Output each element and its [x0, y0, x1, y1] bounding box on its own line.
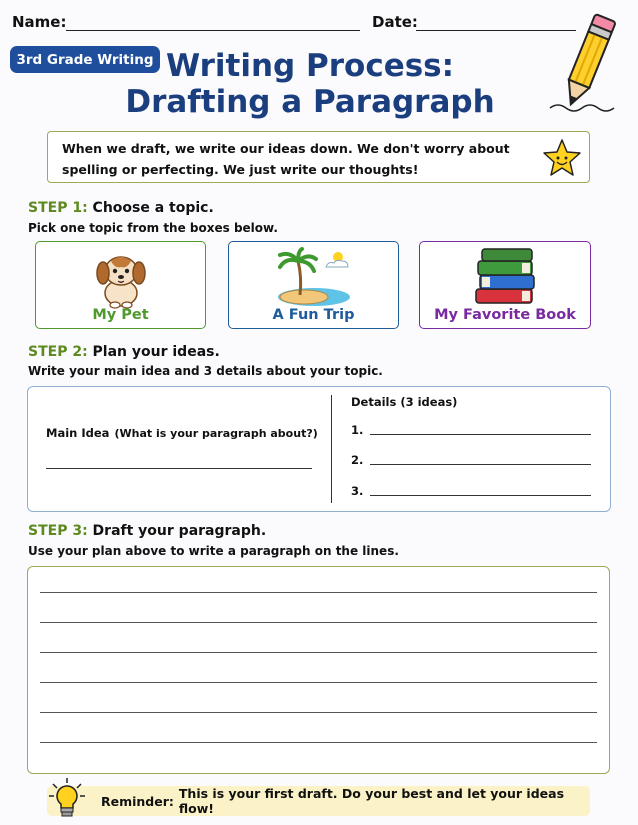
- draft-box: [27, 566, 610, 774]
- topic-label-favorite-book: My Favorite Book: [434, 307, 576, 323]
- main-idea-heading: [46, 422, 318, 441]
- lightbulb-icon: [48, 777, 86, 821]
- step2-heading: [28, 344, 220, 360]
- step1-heading: [28, 200, 214, 216]
- topic-label-my-pet: My Pet: [92, 307, 149, 323]
- detail-line-3[interactable]: [370, 495, 591, 496]
- step1-label: STEP 1:: [28, 200, 88, 216]
- step2-label: STEP 2:: [28, 344, 88, 360]
- reminder-text: This is your first draft. Do your best and let your ideas flow!: [178, 786, 565, 816]
- reminder-bar: [47, 786, 590, 816]
- main-idea-line[interactable]: [46, 468, 312, 469]
- reminder-label: Reminder:: [101, 793, 174, 809]
- grade-badge: 3rd Grade Writing: [10, 46, 160, 73]
- topic-card-fun-trip[interactable]: [228, 241, 399, 329]
- plan-box: [27, 386, 611, 512]
- page-title-line1: Writing Process:: [165, 48, 455, 84]
- step3-instruction: Use your plan above to write a paragraph on the lines.: [28, 544, 399, 558]
- detail-line-2[interactable]: [370, 464, 591, 465]
- step2-instruction: Write your main idea and 3 details about your topic.: [28, 364, 383, 378]
- writing-line[interactable]: [40, 742, 597, 743]
- main-idea-label: Main Idea: [46, 426, 110, 440]
- detail-line-1[interactable]: [370, 434, 591, 435]
- puppy-icon: [91, 247, 151, 309]
- step1-instruction: Pick one topic from the boxes below.: [28, 221, 278, 235]
- books-icon: [470, 247, 540, 309]
- main-idea-hint: (What is your paragraph about?): [114, 427, 318, 440]
- detail-number-1: 1.: [351, 423, 364, 437]
- topic-label-fun-trip: A Fun Trip: [272, 307, 355, 323]
- intro-box: [47, 131, 590, 183]
- writing-line[interactable]: [40, 712, 597, 713]
- writing-line[interactable]: [40, 592, 597, 593]
- island-icon: [274, 247, 354, 309]
- name-label: Name:: [12, 13, 67, 31]
- step1-title: Choose a topic.: [92, 200, 214, 216]
- pencil-icon: [540, 8, 632, 120]
- step3-title: Draft your paragraph.: [92, 523, 267, 539]
- writing-line[interactable]: [40, 682, 597, 683]
- plan-divider: [331, 395, 332, 503]
- page-title-line2: Drafting a Paragraph: [125, 84, 495, 120]
- topic-card-my-pet[interactable]: [35, 241, 206, 329]
- intro-text: When we draft, we write our ideas down. We don't worry about spelling or perfecting. We just write our thoughts!: [62, 141, 510, 177]
- date-label: Date:: [372, 13, 418, 31]
- step3-label: STEP 3:: [28, 523, 88, 539]
- details-label: Details (3 ideas): [351, 395, 458, 409]
- writing-line[interactable]: [40, 622, 597, 623]
- detail-number-2: 2.: [351, 453, 364, 467]
- name-field[interactable]: [66, 30, 360, 31]
- star-icon: [541, 138, 583, 178]
- step2-title: Plan your ideas.: [92, 344, 220, 360]
- step3-heading: [28, 523, 266, 539]
- writing-line[interactable]: [40, 652, 597, 653]
- topic-card-favorite-book[interactable]: [419, 241, 591, 329]
- detail-number-3: 3.: [351, 484, 364, 498]
